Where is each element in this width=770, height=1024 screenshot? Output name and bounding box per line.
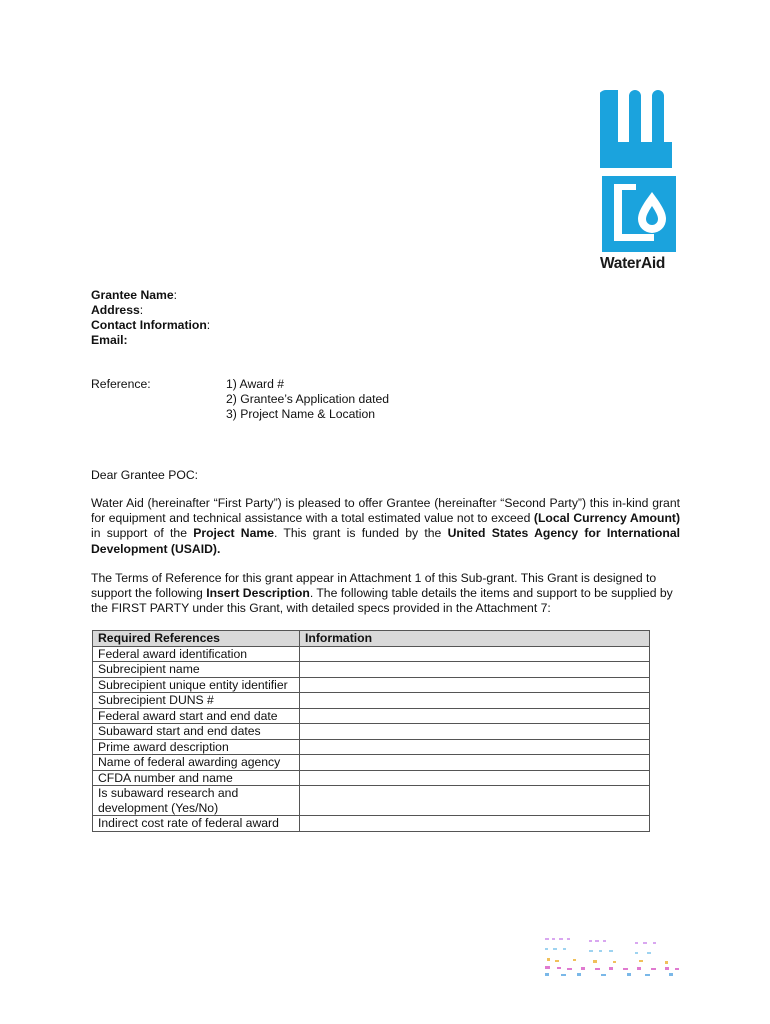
grantee-name-row: Grantee Name: — [91, 288, 178, 302]
contact-info-label: Contact Information — [91, 318, 207, 332]
table-row — [93, 724, 650, 740]
reference-item: 2) Grantee’s Application dated — [226, 392, 390, 406]
row-label: CFDA number and name — [93, 770, 300, 786]
info-cell[interactable] — [300, 816, 650, 832]
wateraid-logo-icon — [600, 90, 680, 252]
table-row — [93, 677, 650, 693]
table-header-row — [93, 631, 650, 647]
info-cell[interactable] — [300, 662, 650, 678]
reference-item: 3) Project Name & Location — [226, 407, 376, 421]
info-cell[interactable] — [300, 724, 650, 740]
row-label: Is subaward research and development (Yes/No) — [93, 786, 300, 816]
stamp-pattern-icon — [543, 934, 683, 979]
offer-paragraph — [91, 496, 680, 557]
contact-info-row: Contact Information: — [91, 318, 211, 332]
terms-paragraph — [91, 571, 680, 617]
para2-text: . The following table details the items and support to be supplied by the FIRST PARTY under this Grant, with detailed specs provided in the Attachment 7: — [91, 586, 673, 616]
header-information: Information — [300, 631, 650, 647]
table-row — [93, 770, 650, 786]
wateraid-wordmark: WaterAid — [600, 255, 666, 272]
row-label: Prime award description — [93, 739, 300, 755]
reference-label: Reference: — [91, 377, 151, 391]
table-row — [93, 662, 650, 678]
address-row: Address: — [91, 303, 144, 317]
row-label: Subrecipient name — [93, 662, 300, 678]
info-cell[interactable] — [300, 755, 650, 771]
email-row — [91, 333, 210, 348]
table-row — [93, 693, 650, 709]
address-label: Address — [91, 303, 140, 317]
info-cell[interactable] — [300, 739, 650, 755]
info-cell[interactable] — [300, 677, 650, 693]
row-label: Federal award start and end date — [93, 708, 300, 724]
info-cell[interactable] — [300, 770, 650, 786]
wateraid-logo — [600, 90, 680, 252]
reference-list — [226, 377, 526, 422]
table-row — [93, 646, 650, 662]
para1-text: . This grant is funded by the — [273, 526, 448, 541]
grantee-name-label: Grantee Name — [91, 288, 174, 302]
row-label: Subrecipient DUNS # — [93, 693, 300, 709]
table-row — [93, 708, 650, 724]
table-row — [93, 755, 650, 771]
header-required-references: Required References — [93, 631, 300, 647]
table-row — [93, 816, 650, 832]
table-row — [93, 739, 650, 755]
info-cell[interactable] — [300, 786, 650, 816]
info-cell[interactable] — [300, 693, 650, 709]
para1-amount: (Local Currency Amount) — [533, 511, 681, 526]
para1-project: Project Name — [193, 526, 274, 541]
para2-description: Insert Description — [206, 586, 310, 601]
table-row — [93, 786, 650, 816]
contact-block — [91, 288, 210, 348]
info-cell[interactable] — [300, 708, 650, 724]
email-label: Email: — [91, 333, 128, 347]
row-label: Indirect cost rate of federal award — [93, 816, 300, 832]
para1-text: in support of the — [91, 526, 194, 541]
reference-item: 1) Award # — [226, 377, 285, 391]
row-label: Name of federal awarding agency — [93, 755, 300, 771]
references-table — [92, 630, 650, 832]
row-label: Federal award identification — [93, 646, 300, 662]
para1-text: Water Aid (hereinafter “First Party”) is pleased to offer Grantee (hereinafter “Second Party”) this in-kind grant for equipment and technical assistance with a total estimated value not to exceed — [91, 496, 680, 526]
salutation: Dear Grantee POC: — [91, 468, 199, 482]
para1-funder: United States Agency for International Development (USAID). — [91, 526, 680, 556]
info-cell[interactable] — [300, 646, 650, 662]
row-label: Subrecipient unique entity identifier — [93, 677, 300, 693]
para2-text: The Terms of Reference for this grant appear in Attachment 1 of this Sub-grant. This Grant is designed to support the following — [91, 571, 657, 601]
row-label: Subaward start and end dates — [93, 724, 300, 740]
